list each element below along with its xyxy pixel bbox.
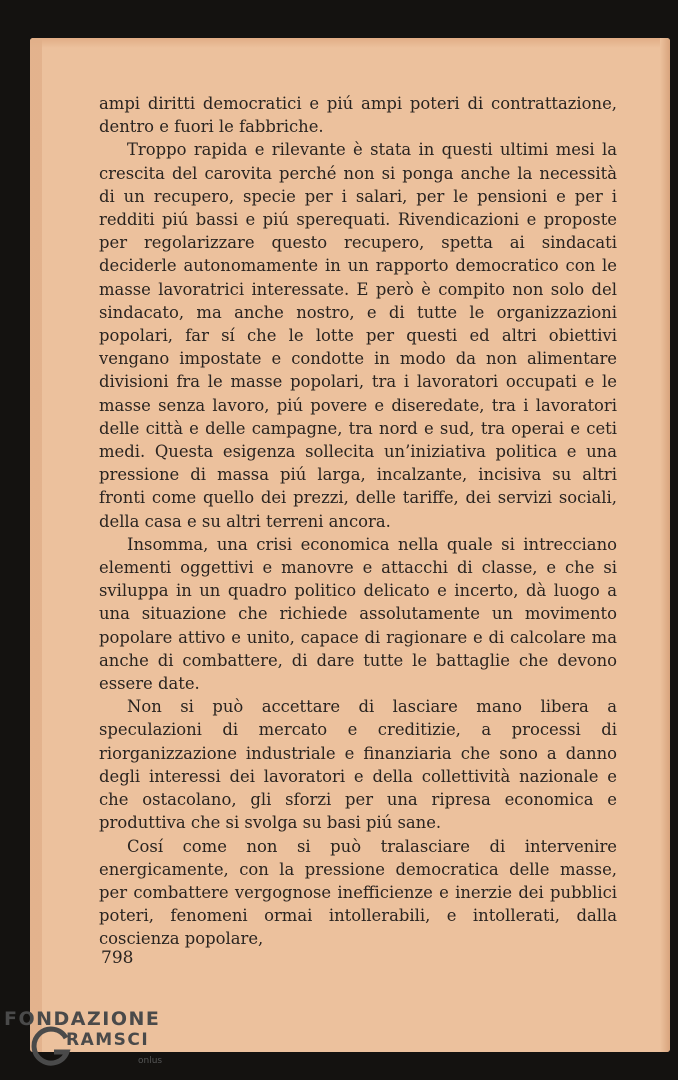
watermark-logo <box>4 1004 204 1074</box>
paragraph-5: Cosí come non si può tralasciare di intervenire energicamente, con la pressione democratica delle masse, per combattere vergognose inefficienze e inerzie dei pubblici poteri, fenomeni ormai intollerabili, e intollerati, dalla coscienza popolare, <box>99 836 617 949</box>
page-top-edge <box>30 38 670 48</box>
paragraph-2: Troppo rapida e rilevante è stata in questi ultimi mesi la crescita del carovita perché non si ponga anche la necessità di un recupero, specie per i salari, per le pensioni e per i redditi piú bassi e piú sperequati. Rivendicazioni e proposte per regolarizzare questo recupero, spetta ai sindacati deciderle autonomamente in un rapporto democratico con le masse lavoratrici interessate. E però è compito non solo del sindacato, ma anche nostro, e di tutte le organizzazioni popolari, far sí che le lotte per questi ed altri obiettivi vengano impostate e condotte in modo da non alimentare divisioni fra le masse popolari, tra i lavoratori occupati e le masse senza lavoro, piú povere e diseredate, tra i lavoratori delle città e delle campagne, tra nord e sud, tra operai e ceti medi. Questa esigenza sollecita un’iniziativa politica e una pressione di massa piú larga, incalzante, incisiva su altri fronti come quello dei prezzi, delle tariffe, dei servizi sociali, della casa e su altri terreni ancora. <box>99 140 617 531</box>
page-number: 798 <box>101 948 134 968</box>
paragraph-3: Insomma, una crisi economica nella quale si intrecciano elementi oggettivi e manovre e attacchi di classe, e che si sviluppa in un quadro politico delicato e incerto, dà luogo a una situazione che richiede assolutamente un movimento popolare attivo e unito, capace di ragionare e di calcolare ma anche di combattere, di dare tutte le battaglie che devono essere date. <box>99 534 617 694</box>
paragraph-1: ampi diritti democratici e piú ampi poteri di contrattazione, dentro e fuori le fabbriche. <box>99 94 617 137</box>
watermark-suffix: onlus <box>138 1056 163 1066</box>
paragraph-4: Non si può accettare di lasciare mano libera a speculazioni di mercato e creditizie, a processi di riorganizzazione industriale e finanziaria che sono a danno degli interessi dei lavoratori e della collettività nazionale e che ostacolano, gli sforzi per una ripresa economica e produttiva che si svolga su basi piú sane. <box>99 697 617 833</box>
body-text <box>99 92 617 951</box>
page-left-edge <box>30 38 42 1052</box>
watermark-line2: RAMSCI <box>66 1030 150 1050</box>
watermark-line1: FONDAZIONE <box>4 1008 161 1030</box>
page-right-edge <box>660 38 670 1052</box>
